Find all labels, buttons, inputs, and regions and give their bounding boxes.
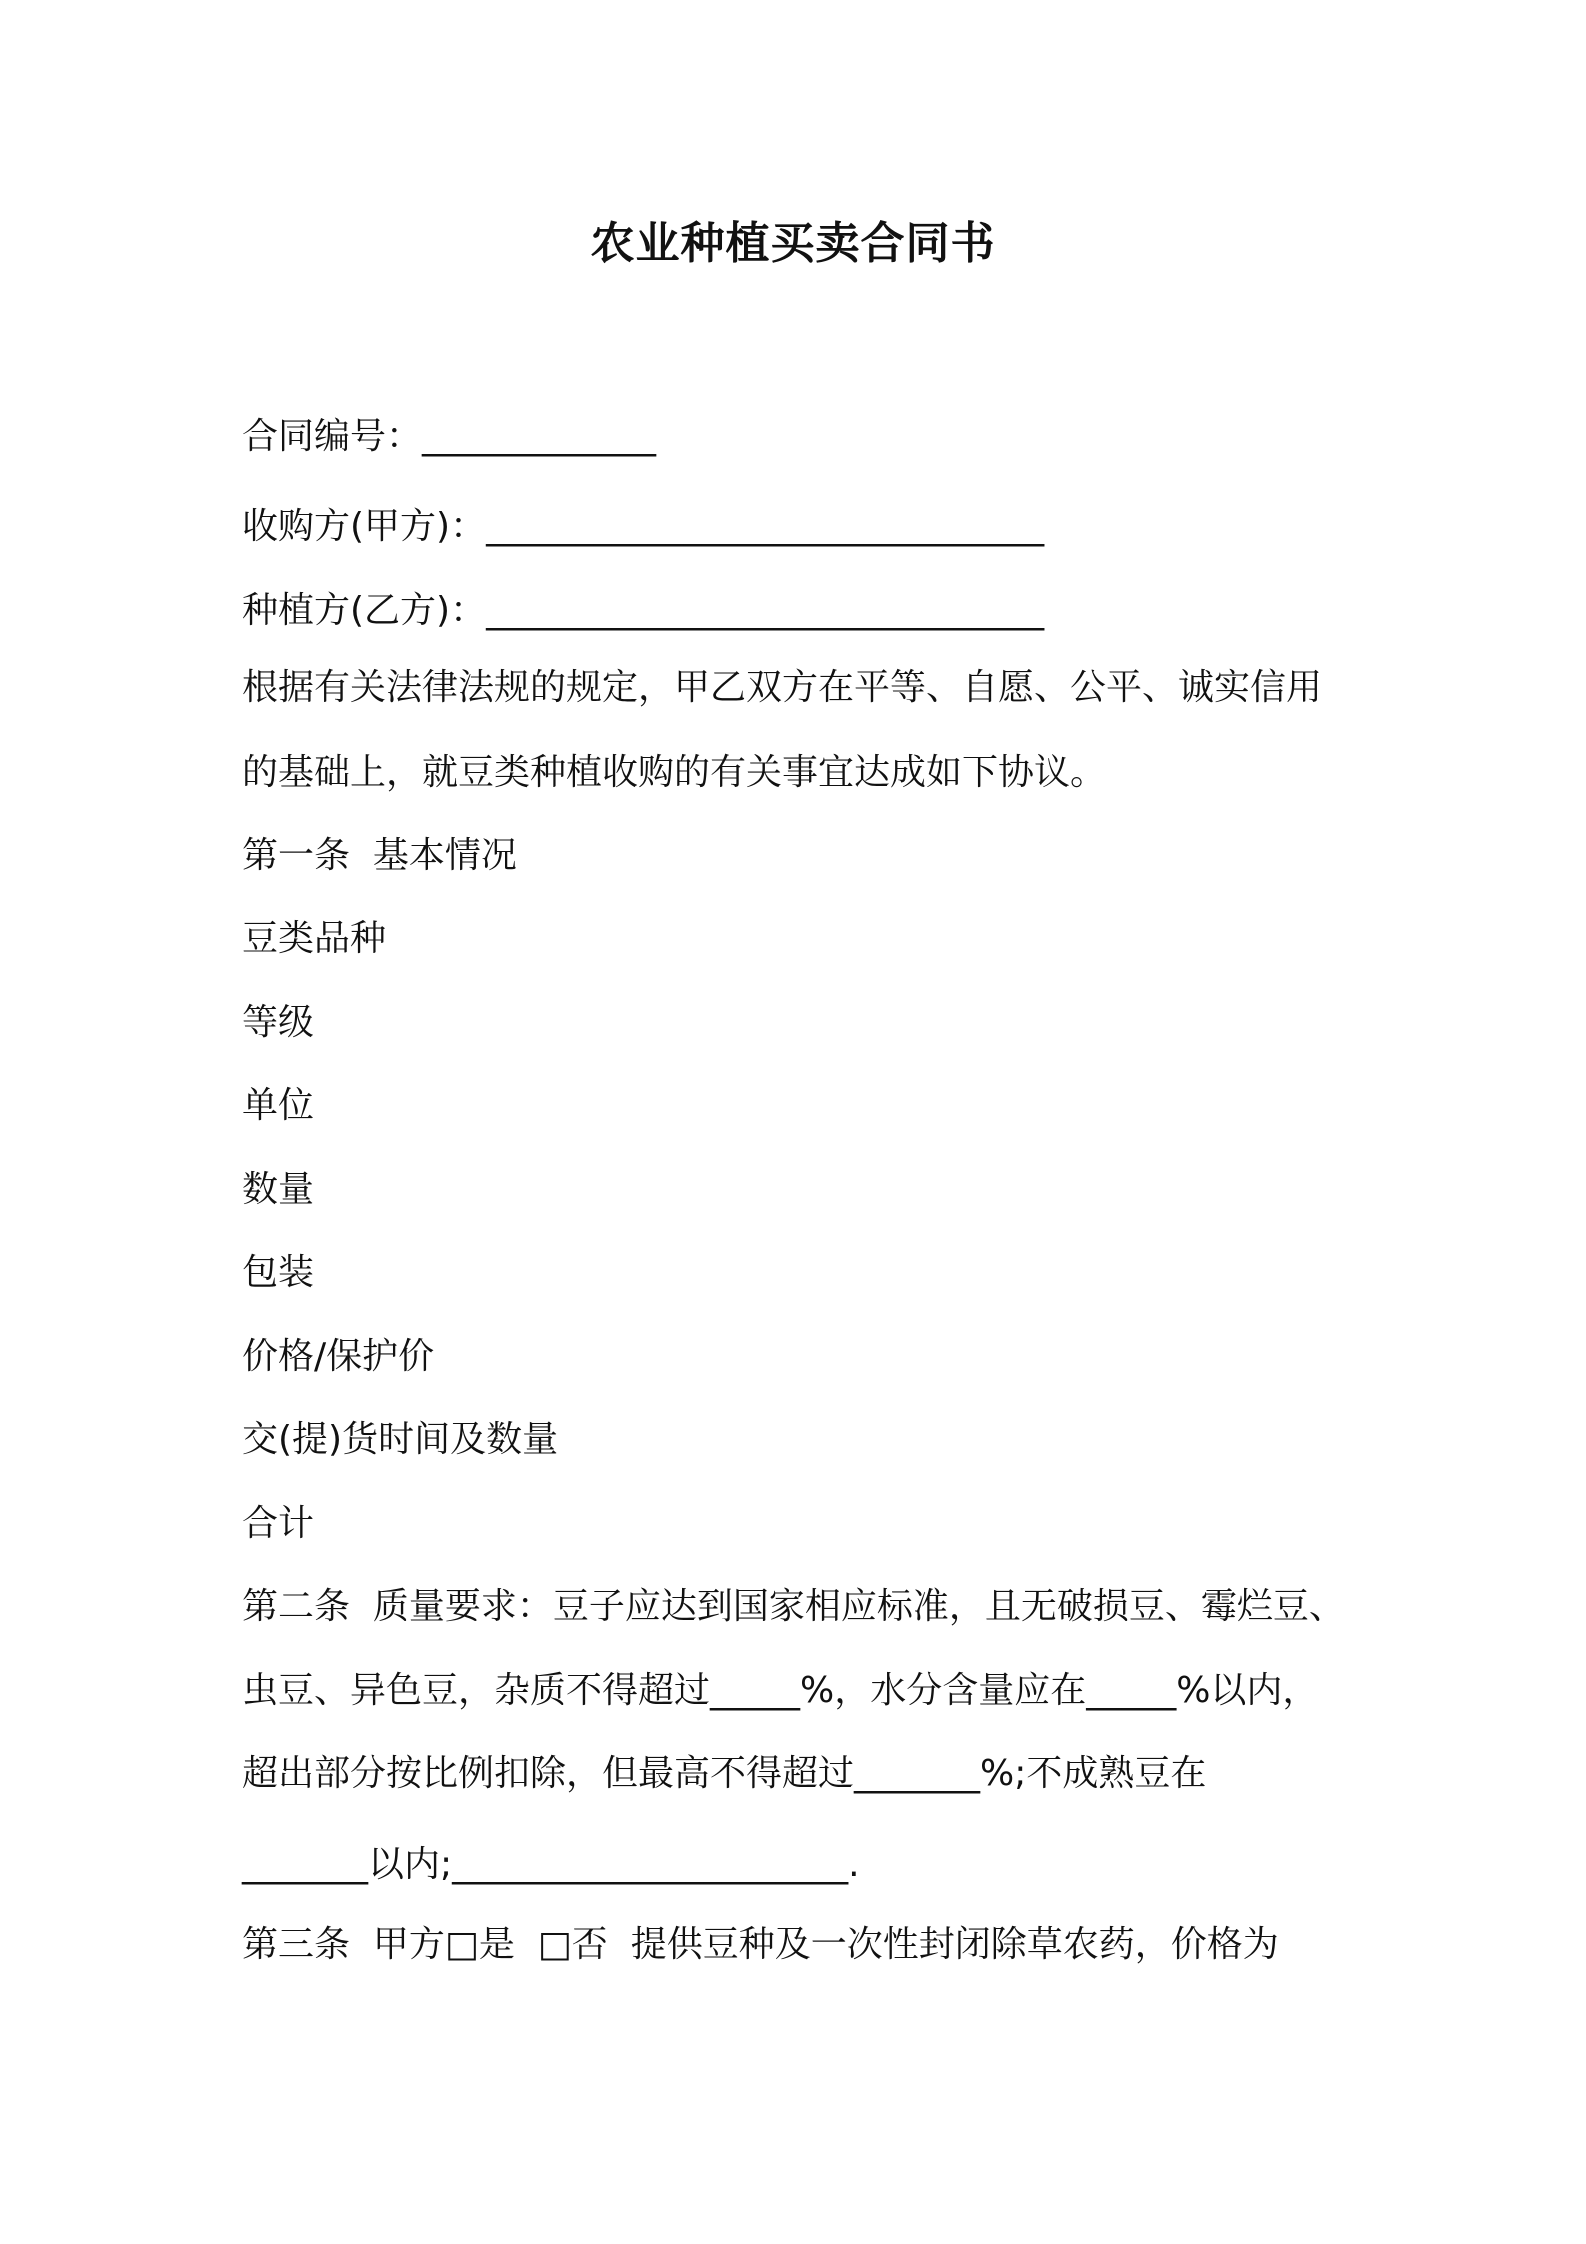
preamble-line-1: 根据有关法律法规的规定，甲乙双方在平等、自愿、公平、诚实信用 <box>242 667 1323 708</box>
document-title: 农业种植买卖合同书 <box>590 218 996 269</box>
article-3-line-1: 第三条 甲方□是 □否 提供豆种及一次性封闭除草农药，价格为 <box>242 1924 1279 1965</box>
item-delivery: 交(提)货时间及数量 <box>242 1419 559 1460</box>
item-packaging: 包装 <box>242 1252 315 1293</box>
item-unit: 单位 <box>242 1085 315 1126</box>
grower-party-line: 种植方(乙方)：_______________________________ <box>242 590 1045 631</box>
item-total: 合计 <box>242 1503 315 1544</box>
contract-number-line: 合同编号：_____________ <box>242 416 657 457</box>
buyer-party-line: 收购方(甲方)：_______________________________ <box>242 506 1045 547</box>
preamble-line-2: 的基础上，就豆类种植收购的有关事宜达成如下协议。 <box>242 752 1107 793</box>
item-bean-variety: 豆类品种 <box>242 918 387 959</box>
article-2-line-4: _______以内;______________________. <box>242 1844 860 1885</box>
item-grade: 等级 <box>242 1002 315 1043</box>
article-2-line-2: 虫豆、异色豆，杂质不得超过_____%，水分含量应在_____%以内， <box>242 1670 1319 1711</box>
article-2-line-3: 超出部分按比例扣除，但最高不得超过_______%;不成熟豆在 <box>242 1753 1207 1794</box>
article-2-line-1: 第二条 质量要求：豆子应达到国家相应标准，且无破损豆、霉烂豆、 <box>242 1586 1345 1627</box>
item-quantity: 数量 <box>242 1169 315 1210</box>
item-price: 价格/保护价 <box>242 1336 435 1377</box>
article-1-heading: 第一条 基本情况 <box>242 835 517 876</box>
